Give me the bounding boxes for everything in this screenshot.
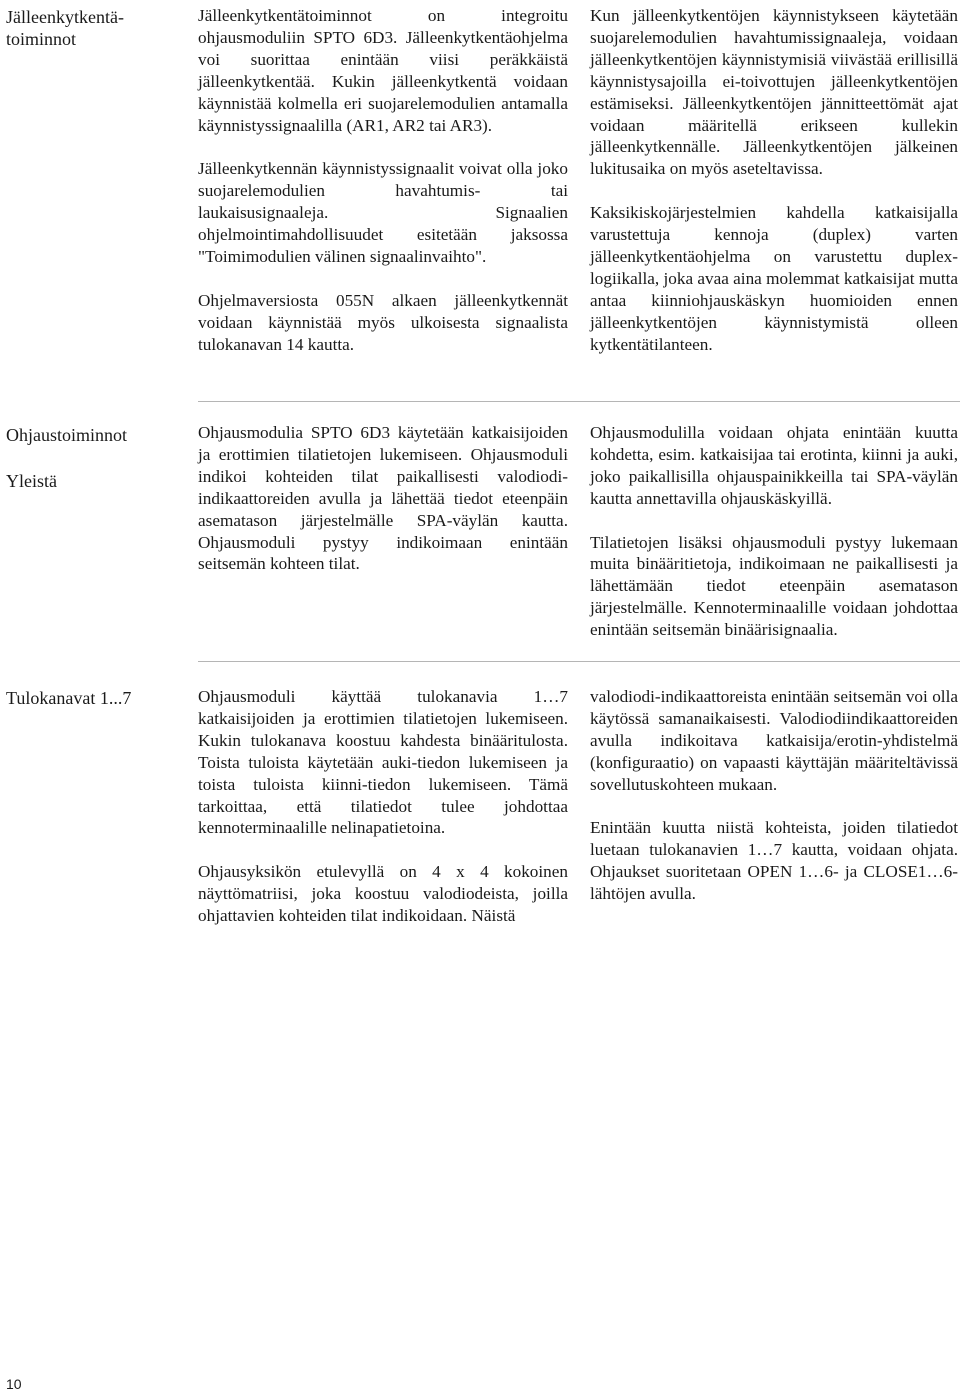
paragraph: Tilatietojen lisäksi ohjausmoduli pystyy lukemaan muita binääritietoja, indikoimaan ne paikallisesti ja lähettämään tiedot eteenpäin asematason järjestelmälle. Kennoterminaalille voidaan johdottaa enintään seitsemän binäärisignaalia.: [590, 532, 958, 640]
paragraph: valodiodi-indikaattoreista enintään seitsemän voi olla käytössä samanaikaisesti. Valodiodiindikaattoreiden avulla indikoitava katkaisija/erotin-yhdistelmä (konfiguraatio) on vapaasti käyttäjän määriteltävissä sovellutuskohteen mukaan.: [590, 687, 958, 794]
paragraph: Ohjausyksikön etulevyllä on 4 x 4 kokoinen näyttömatriisi, joka koostuu valodiodeista, joilla ohjattavien kohteiden tilat indikoidaan. Näistä: [198, 862, 568, 926]
paragraph: Kun jälleenkytkentöjen käynnistykseen käytetään suojarelemodulien havahtumissignaaleja, voidaan jälleenkytkentöjen käynnistymisiä viivästää erillisillä käynnistysajoilla ei-toivottujen jälleenkytkentöjen estämiseksi. Jälleenkytkentöjen jännitteettömät ajat voidaan määritellä erikseen kullekin jälleenkytkennälle. Jälleenkytkentöjen jälkeinen lukitusaika on myös aseteltavissa.: [590, 6, 958, 179]
paragraph: Ohjelmaversiosta 055N alkaen jälleenkytkennät voidaan käynnistää myös ulkoisesta signaalista tulokanavan 14 kautta.: [198, 290, 568, 354]
section-3-right-column: [590, 686, 958, 905]
paragraph: Ohjausmodulilla voidaan ohjata enintään kuutta kohdetta, esim. katkaisijaa tai erotinta, kiinni ja auki, joko paikallisilla ohjauspainikkeilla tai SPA-väylän kautta annettavilla ohjauskäskyillä.: [590, 423, 958, 508]
section-2-left-column: [198, 422, 568, 575]
section-divider: [198, 661, 960, 662]
paragraph: Kaksikiskojärjestelmien kahdella katkaisijalla varustettuja kennoja (duplex) varten jälleenkytkentäohjelma on varustettu duplex-logiikalla, joka avaa aina molemmat katkaisijat mutta antaa kiinniohjauskäskyn huomioiden ennen jälleenkytkentöjen käynnistymistä olleen kytkentätilanteen.: [590, 203, 958, 354]
section-1-right-column: [590, 5, 958, 355]
section-divider: [198, 401, 960, 402]
section-3-subheading: Tulokanavat 1...7: [6, 688, 132, 708]
page-number: 10: [6, 1376, 22, 1392]
paragraph: Ohjausmoduli käyttää tulokanavia 1…7 katkaisijoiden ja erottimien tilatietojen lukemiseen. Kukin tulokanava koostuu kahdesta binääritulosta. Toista tuloista käytetään auki-tiedon lukemiseen ja toista tuloista kiinni-tiedon lukemiseen. Tämä tarkoittaa, että tilatiedot tulee johdottaa kennoterminaalille nelinapatietoina.: [198, 687, 568, 838]
paragraph: Enintään kuutta niistä kohteista, joiden tilatiedot luetaan tulokanavien 1…7 kautta, voidaan ohjata. Ohjaukset suoritetaan OPEN 1…6- ja CLOSE1…6-lähtöjen avulla.: [590, 818, 958, 904]
section-1-left-column: [198, 5, 568, 355]
paragraph: Ohjausmodulia SPTO 6D3 käytetään katkaisijoiden ja erottimien tilatietojen lukemiseen. Ohjausmoduli indikoi kohteiden tilat paikallisesti valodiodi-indikaattoreiden avulla ja lähettää tiedot eteenpäin asematason järjestelmälle SPA-väylän kautta. Ohjausmoduli pystyy indikoimaan enintään seitsemän kohteen tilat.: [198, 423, 568, 574]
section-2-heading: Ohjaustoiminnot: [6, 425, 127, 445]
section-2-subheading: Yleistä: [6, 471, 57, 491]
paragraph: Jälleenkytkentätoiminnot on integroitu ohjausmoduliin SPTO 6D3. Jälleenkytkentäohjelma voi suorittaa enintään viisi peräkkäistä jälleenkytkentää. Kukin jälleenkytkentä voidaan käynnistää kolmella eri suojarelemodulien antamalla käynnistyssignaalilla (AR1, AR2 tai AR3).: [198, 6, 568, 135]
section-1-heading: Jälleenkytkentä- toiminnot: [6, 7, 124, 49]
section-2-right-column: [590, 422, 958, 641]
paragraph: Jälleenkytkennän käynnistyssignaalit voivat olla joko suojarelemodulien havahtumis- tai laukaisusignaaleja. Signaalien ohjelmointimahdollisuudet esitetään jaksossa "Toimimodulien välinen signaalinvaihto".: [198, 159, 568, 266]
section-3-left-column: [198, 686, 568, 927]
